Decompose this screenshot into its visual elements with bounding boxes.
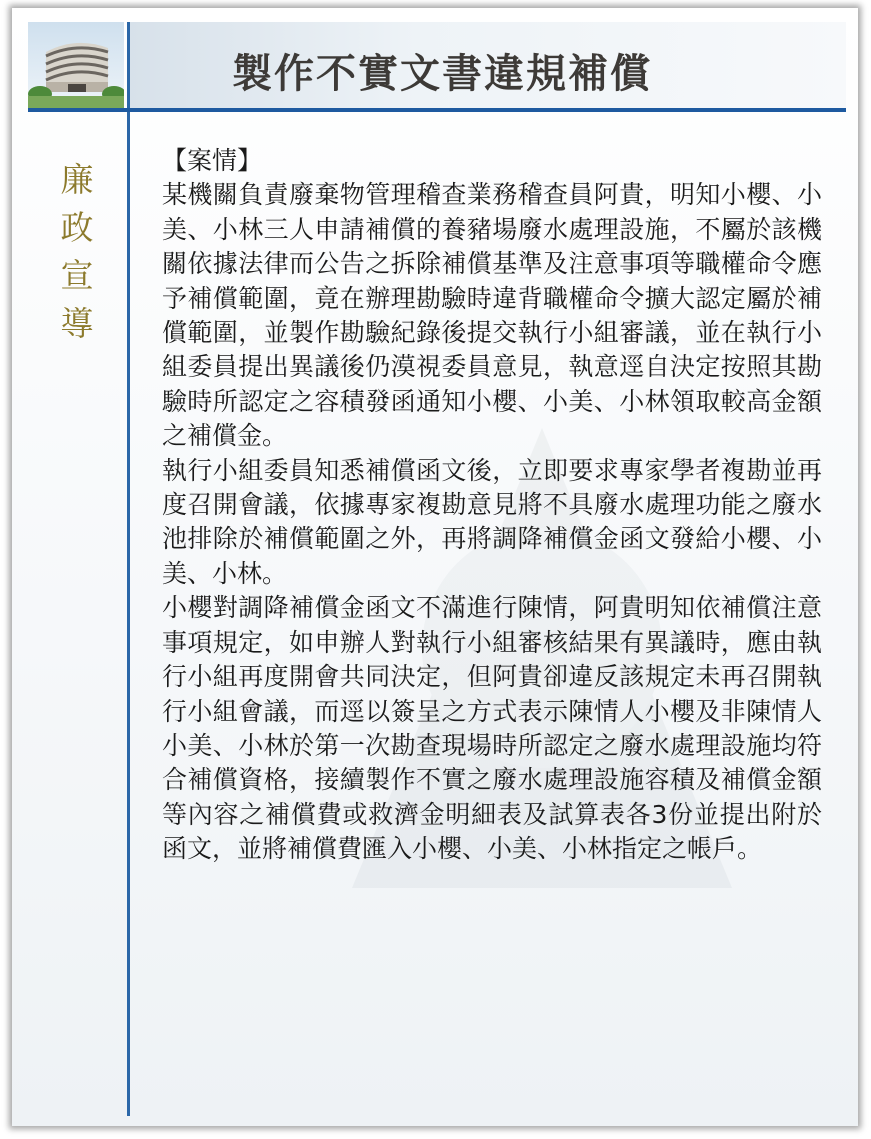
side-label-char: 廉	[60, 160, 94, 199]
side-label-char: 政	[60, 208, 94, 247]
case-paragraph: 執行小組委員知悉補償函文後，立即要求專家學者複勘並再度召開會議，依據專家複勘意見將不具廢水處理功能之廢水池排除於補償範圍之外，再將調降補償金函文發給小櫻、小美、小林。	[162, 455, 822, 588]
case-paragraph: 小櫻對調降補償金函文不滿進行陳情，阿貴明知依補償注意事項規定，如申辦人對執行小組審核結果有異議時，應由執行小組再度開會共同決定，但阿貴卻違反該規定未再召開執行小組會議，而逕以簽呈之方式表示陳情人小櫻及非陳情人小美、小林於第一次勘查現場時所認定之廢水處理設施均符合補償資格，接續製作不實之廢水處理設施容積及補償金額等內容之補償費或救濟金明細表及試算表各3份並提出附於函文，並將補償費匯入小櫻、小美、小林指定之帳戶。	[162, 593, 822, 864]
case-content	[162, 144, 822, 867]
page-title: 製作不實文書違規補償	[232, 51, 652, 97]
slide	[12, 8, 858, 1126]
side-label	[52, 156, 102, 348]
side-label-char: 導	[60, 304, 94, 343]
building-logo-icon	[28, 22, 124, 108]
vertical-divider	[127, 22, 130, 1116]
case-paragraph: 某機關負責廢棄物管理稽查業務稽查員阿貴，明知小櫻、小美、小林三人申請補償的養豬場廢水處理設施，不屬於該機關依據法律而公告之拆除補償基準及注意事項等職權命令應予補償範圍，竟在辦理勘驗時違背職權命令擴大認定屬於補償範圍，並製作勘驗紀錄後提交執行小組審議，並在執行小組委員提出異議後仍漠視委員意見，執意逕自決定按照其勘驗時所認定之容積發函通知小櫻、小美、小林領取較高金額之補償金。	[162, 180, 822, 451]
side-label-char: 宣	[60, 256, 94, 295]
horizontal-divider	[28, 108, 846, 112]
case-heading: 【案情】	[162, 146, 263, 175]
